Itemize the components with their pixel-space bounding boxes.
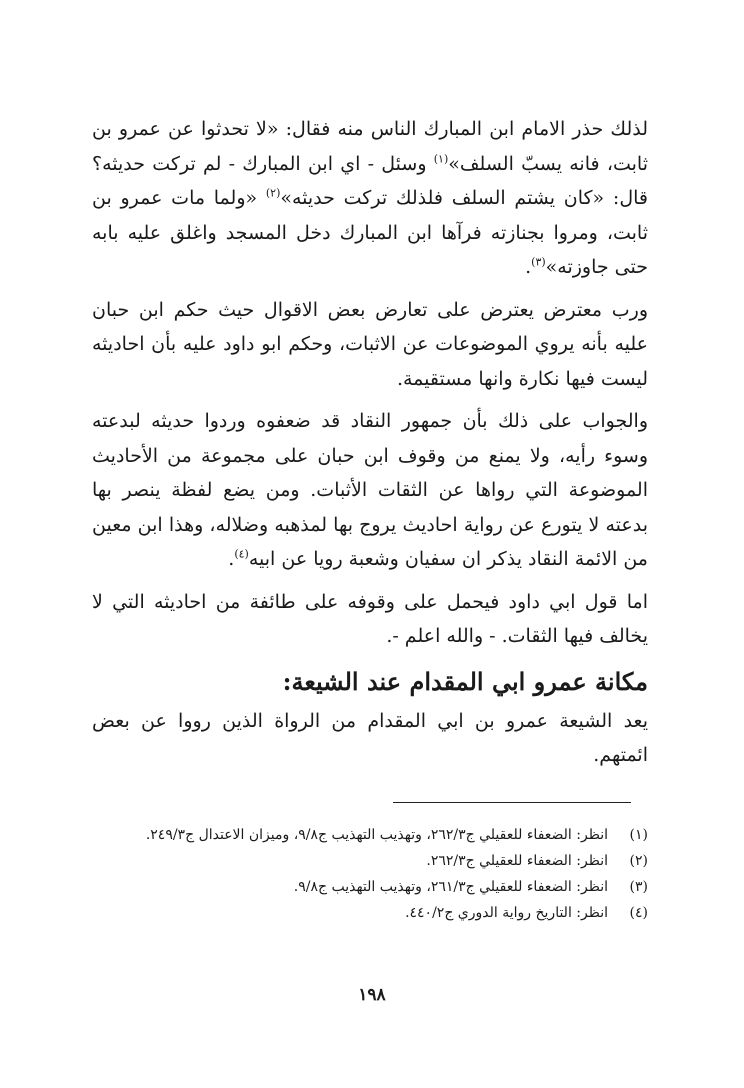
footnote-number: (٢) [629,853,648,869]
footnote-text: انظر: الضعفاء للعقيلي ج٢٦٢/٣. [426,853,608,869]
footnote-number: (١) [629,827,648,843]
footnote-text: انظر: التاريخ رواية الدوري ج٤٤٠/٢. [405,905,608,921]
paragraph-3-text: والجواب على ذلك بأن جمهور النقاد قد ضعفوه وردوا حديثه لبدعته وسوء رأيه، ولا يمنع من وقوف ابن حبان على مجموعة من الأحاديث الموضوعة التي رواها عن الثقات الأثبات. ومن يضع لفظة ينصر بها بدعته لا يتورع عن رواية احاديث يروج بها لمذهبه وضلاله، وهذا ابن معين من الائمة النقاد يذكر ان سفيان وشعبة رويا عن ابيه [92,410,648,570]
footnote-ref-1: (١) [433,152,449,166]
footnote-1 [92,822,648,848]
footnote-2 [92,848,648,874]
footnote-text: انظر: الضعفاء للعقيلي ج٢٦١/٣، وتهذيب التهذيب ج٩/٨. [293,879,608,895]
footnote-ref-4: (٤) [234,547,249,561]
paragraph-2: ورب معترض يعترض على تعارض بعض الاقوال حيث حكم ابن حبان عليه بأنه يروي الموضوعات عن الاثبات، وحكم ابو داود عليه بأن احاديثه ليست فيها نكارة وانها مستقيمة. [92,298,648,390]
paragraph-1-text-end: «ولما مات عمرو بن ثابت، ومروا بجنازته فرآها ابن المبارك دخل المسجد واغلق عليه بابه حتى جاوزته» [92,187,648,278]
footnote-divider [393,802,631,803]
footnote-text: انظر: الضعفاء للعقيلي ج٢٦٢/٣، وتهذيب التهذيب ج٩/٨، وميزان الاعتدال ج٢٤٩/٣. [145,827,608,843]
page-number: ١٩٨ [358,985,386,1005]
paragraph-4: اما قول ابي داود فيحمل على وقوفه على طائفة من احاديثه التي لا يخالف فيها الثقات. - والله اعلم -. [92,590,648,647]
paragraph-5: يعد الشيعة عمرو بن ابي المقدام من الرواة الذين رووا عن بعض ائمتهم. [92,709,648,766]
footnote-3 [92,874,648,900]
paragraph-1-period: . [525,256,532,278]
footnote-4 [92,900,648,926]
footnotes [92,822,648,926]
section-heading: مكانة عمرو ابي المقدام عند الشيعة: [282,666,648,696]
paragraph-3 [92,404,648,577]
footnote-number: (٤) [629,905,648,921]
footnote-number: (٣) [629,879,648,895]
footnote-ref-3: (٣) [531,255,546,269]
footnote-ref-2: (٢) [265,186,281,200]
paragraph-1-text-cont: وسئل - اي ابن المبارك - لم تركت حديثه؟ قال: «كان يشتم السلف فلذلك تركت حديثه» [92,152,648,209]
main-text [92,112,648,773]
paragraph-1-text: لذلك حذر الامام ابن المبارك الناس منه فقال: «لا تحدثوا عن عمرو بن ثابت، فانه يسبّ السلف» [92,118,648,175]
paragraph-3-period: . [228,548,235,570]
paragraph-1 [92,112,648,285]
